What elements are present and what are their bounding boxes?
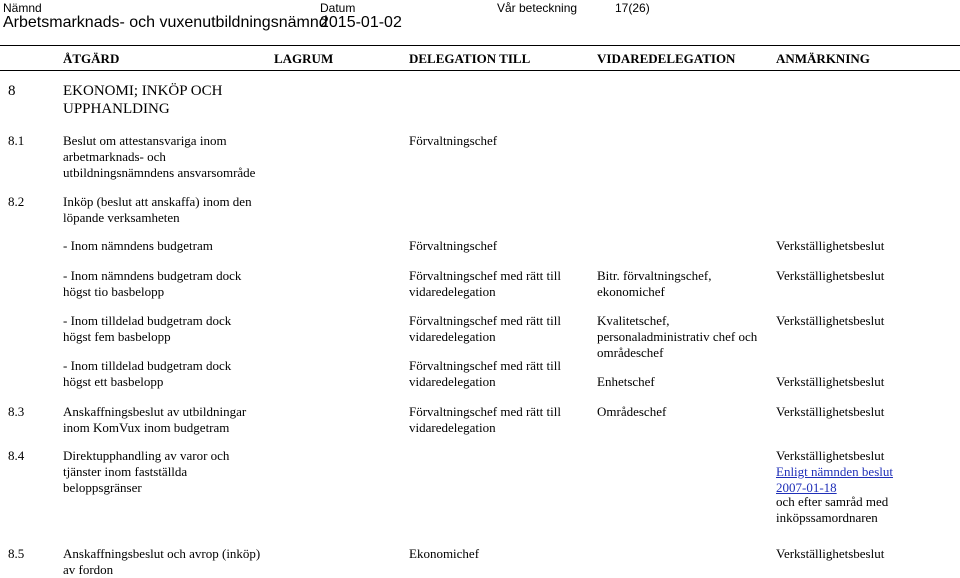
row-8-2a-delegation: Förvaltningschef: [409, 238, 498, 253]
row-8-2d-delegation: Förvaltningschef med rätt till vidaredelegation: [409, 358, 561, 389]
row-8-2-action: Inköp (beslut att anskaffa) inom den löpande verksamheten: [63, 194, 252, 225]
row-8-3-anmarkning: Verkställighetsbeslut: [776, 404, 885, 419]
row-8-2c-action: - Inom tilldelad budgetram dock högst fem basbelopp: [63, 313, 232, 344]
row-8-2-number: 8.2: [8, 194, 25, 209]
row-8-4-number: 8.4: [8, 448, 25, 463]
row-8-number: 8: [8, 83, 16, 99]
page-number: 17(26): [615, 1, 650, 15]
row-8-2c-anmarkning: Verkställighetsbeslut: [776, 313, 885, 328]
datum-label: Datum: [320, 1, 356, 15]
row-8-2a-action: - Inom nämndens budgetram: [63, 238, 213, 253]
row-8-1-delegation: Förvaltningschef: [409, 133, 498, 148]
row-8-2b-vidaredelegation: Bitr. förvaltningschef, ekonomichef: [597, 268, 712, 299]
namnd-value: Arbetsmarknads- och vuxenutbildningsnämnd: [3, 14, 328, 31]
beteckning-label: Vår beteckning: [497, 1, 578, 15]
row-8-2d-anmarkning: Verkställighetsbeslut: [776, 374, 885, 389]
header-rule-bottom: [0, 70, 960, 71]
row-8-3-number: 8.3: [8, 404, 25, 419]
row-8-3-action: Anskaffningsbeslut av utbildningar inom KomVux inom budgetram: [63, 404, 247, 435]
datum-value: 2015-01-02: [320, 14, 402, 31]
row-8-2c-delegation: Förvaltningschef med rätt till vidaredelegation: [409, 313, 561, 344]
col-header-lagrum: LAGRUM: [274, 51, 334, 66]
row-8-2b-action: - Inom nämndens budgetram dock högst tio basbelopp: [63, 268, 242, 299]
row-8-5-anmarkning: Verkställighetsbeslut: [776, 546, 885, 561]
row-8-2a-anmarkning: Verkställighetsbeslut: [776, 238, 885, 253]
row-8-3-vidaredelegation: Områdeschef: [597, 404, 667, 419]
col-header-anmarkning: ANMÄRKNING: [776, 51, 870, 66]
row-8-5-number: 8.5: [8, 546, 25, 561]
row-8-2d-action: - Inom tilldelad budgetram dock högst ett basbelopp: [63, 358, 232, 389]
row-8-3-delegation: Förvaltningschef med rätt till vidaredelegation: [409, 404, 561, 435]
row-8-title: EKONOMI; INKÖP OCH UPPHANLDING: [63, 83, 223, 117]
row-8-4-anmarkning: Verkställighetsbeslut: [776, 448, 885, 463]
row-8-2b-anmarkning: Verkställighetsbeslut: [776, 268, 885, 283]
row-8-2c-vidaredelegation: Kvalitetschef, personaladministrativ chef och områdeschef: [597, 313, 758, 360]
row-8-5-action: Anskaffningsbeslut och avrop (inköp) av fordon: [63, 546, 261, 577]
col-header-delegation-till: DELEGATION TILL: [409, 51, 531, 66]
col-header-vidaredelegation: VIDAREDELEGATION: [597, 51, 736, 66]
header-rule-top: [0, 45, 960, 46]
row-8-1-action: Beslut om attestansvariga inom arbetmarknads- och utbildningsnämndens ansvarsområde: [63, 133, 256, 180]
row-8-4-action: Direktupphandling av varor och tjänster inom fastställda beloppsgränser: [63, 448, 230, 495]
row-8-2d-vidaredelegation: Enhetschef: [597, 374, 655, 389]
row-8-4-anmarkning-note: och efter samråd med inköpssamordnaren: [776, 494, 889, 525]
row-8-2b-delegation: Förvaltningschef med rätt till vidaredelegation: [409, 268, 561, 299]
namnd-label: Nämnd: [3, 1, 42, 15]
col-header-atgard: ÅTGÄRD: [63, 51, 120, 66]
row-8-1-number: 8.1: [8, 133, 25, 148]
row-8-4-decision-link[interactable]: Enligt nämnden beslut 2007-01-18: [776, 464, 893, 495]
row-8-5-delegation: Ekonomichef: [409, 546, 480, 561]
